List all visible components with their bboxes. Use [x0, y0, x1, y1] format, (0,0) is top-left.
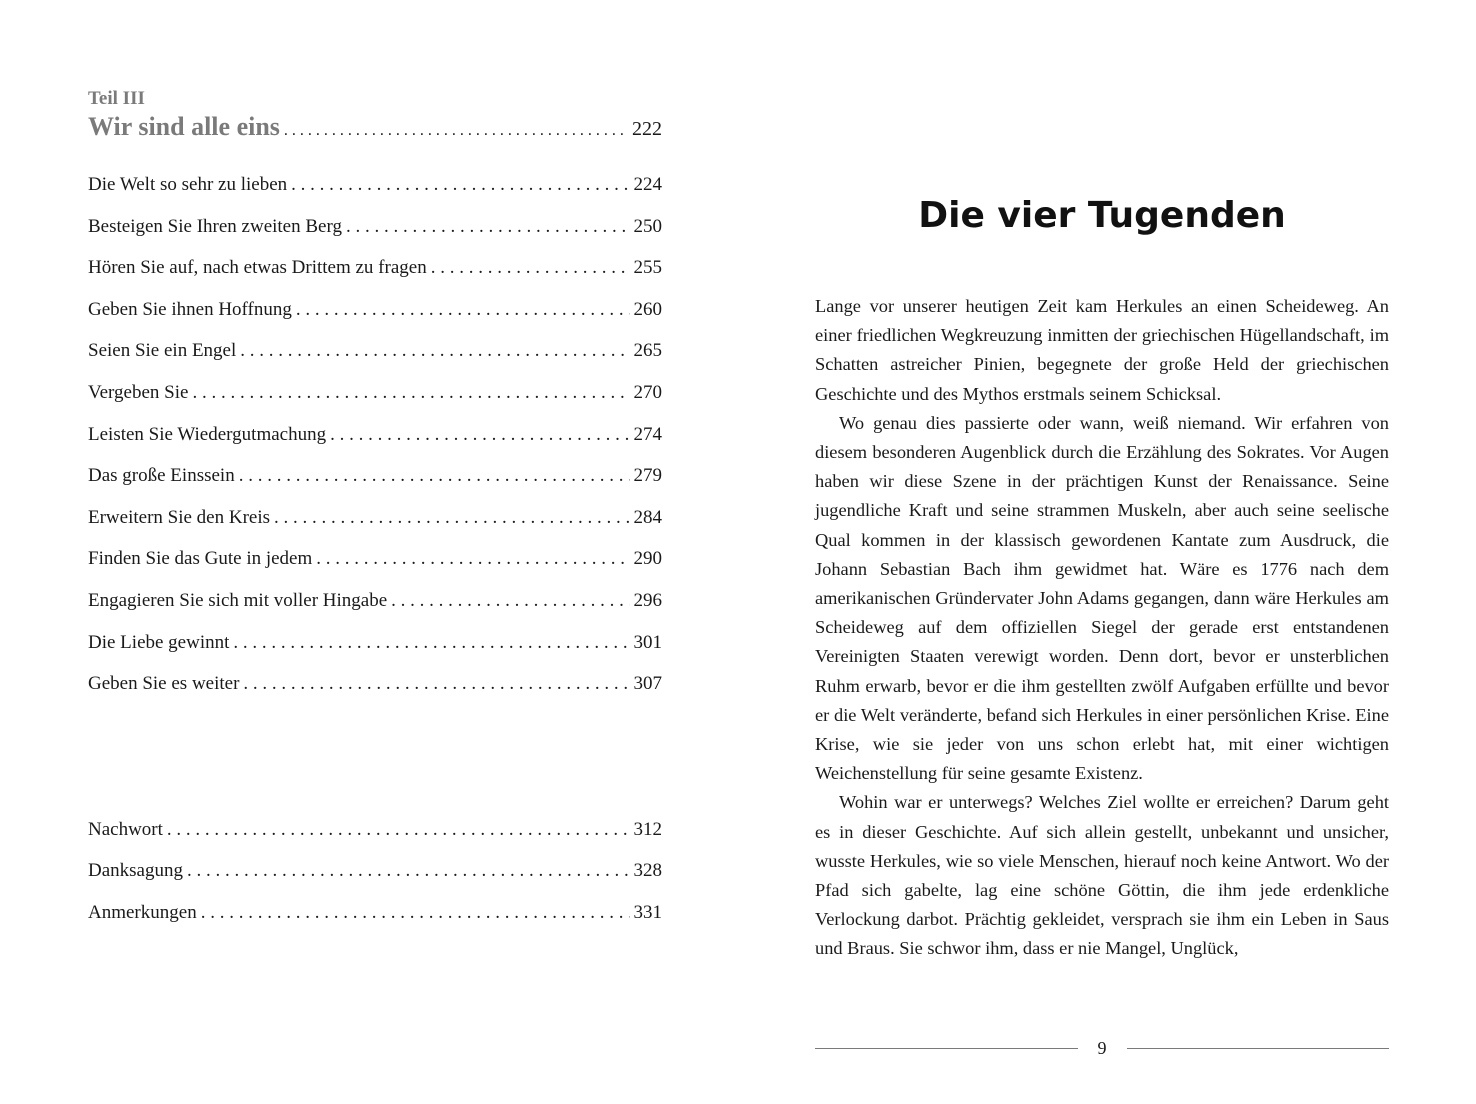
dot-leader [284, 122, 628, 140]
toc-entry[interactable] [88, 455, 662, 497]
toc-entry[interactable] [88, 538, 662, 580]
toc-entry-page: 224 [633, 174, 662, 195]
toc-entry[interactable] [88, 414, 662, 456]
toc-entry-page: 290 [633, 548, 662, 570]
dot-leader [233, 622, 629, 664]
dot-leader [243, 663, 629, 705]
chapter-title: Die vier Tugenden [918, 195, 1286, 236]
toc-entry-title: Seien Sie ein Engel [88, 340, 237, 362]
dot-leader [239, 455, 630, 497]
toc-entry-title: Die Liebe gewinnt [88, 631, 230, 653]
footer-rule-right [1127, 1048, 1390, 1049]
dot-leader [240, 330, 629, 372]
body-paragraph: Lange vor unserer heutigen Zeit kam Herkules an einen Scheideweg. An einer friedlichen Wegkreuzung inmitten der griechischen Hügellandschaft, im Schatten astreicher Pinien, begegnete der große Held der griechischen Geschichte und des Mythos erstmals seinem Schicksal. [815, 296, 1389, 404]
toc-entry-title: Die Welt so sehr zu lieben [88, 174, 288, 195]
toc-entry-title: Das große Einssein [88, 465, 235, 487]
toc-entry[interactable] [88, 580, 662, 622]
dot-leader [187, 850, 630, 892]
toc-entry-back-matter[interactable] [88, 850, 662, 892]
toc-entry-page: 274 [633, 423, 662, 445]
dot-leader [330, 414, 629, 456]
chapter-page [815, 188, 1389, 964]
toc-entry-page: 255 [633, 257, 662, 279]
dot-leader [296, 289, 630, 331]
toc-entry-page: 270 [633, 381, 662, 403]
dot-leader [316, 538, 629, 580]
page-number: 9 [1097, 1037, 1107, 1058]
toc-entry-title: Vergeben Sie [88, 381, 189, 403]
toc-entry[interactable] [88, 289, 662, 331]
chapter-body [815, 292, 1389, 964]
toc-entry-title: Erweitern Sie den Kreis [88, 506, 271, 528]
toc-entry[interactable] [88, 622, 662, 664]
toc-entry-title: Finden Sie das Gute in jedem [88, 548, 313, 570]
toc-entry-title: Hören Sie auf, nach etwas Drittem zu fragen [88, 257, 427, 279]
toc-entry-page: 307 [633, 673, 662, 695]
toc-entry-page: 301 [633, 631, 662, 653]
toc-entry-title: Nachwort [88, 818, 163, 840]
toc-entry[interactable] [88, 164, 662, 206]
toc-entry-back-matter[interactable] [88, 892, 662, 934]
toc-entry[interactable] [88, 372, 662, 414]
dot-leader [192, 372, 629, 414]
toc-back-matter-list [88, 809, 662, 934]
toc-entry[interactable] [88, 330, 662, 372]
dot-leader [274, 497, 629, 539]
footer-rule-left [815, 1048, 1078, 1049]
body-paragraph: Wo genau dies passierte oder wann, weiß niemand. Wir erfahren von diesem besonderen Augenblick durch die Erzählung des Sokrates. Vor Augen haben wir diese Szene in der prächtigen Kunst der Renaissance. Seine jugendliche Kraft und seine strammen Muskeln, aber auch seine seelische Qual kommen in der klassisch gewordenen Kantate zum Ausdruck, die Johann Sebastian Bach ihm gewidmet hat. Wäre es 1776 nach dem amerikanischen Gründervater John Adams gegangen, dann wäre Herkules am Scheideweg auf dem offiziellen Siegel der gerade erst entstandenen Vereinigten Staaten verewigt worden. Denn dort, bevor er unsterblichen Ruhm erwarb, bevor er die ihm gestellten zwölf Aufgaben erfüllte und bevor er die Welt veränderte, befand sich Herkules in einer persönlichen Krise. Eine Krise, wie sie jeder von uns schon erlebt hat, mit einer wichtigen Weichenstellung für seine gesamte Existenz. [815, 412, 1389, 784]
toc-entry-page: 250 [633, 215, 662, 237]
toc-chapter-list [88, 164, 662, 705]
toc-entry-page: 312 [633, 818, 662, 840]
part-title: Wir sind alle eins [88, 112, 280, 141]
toc-entry-back-matter[interactable] [88, 809, 662, 851]
toc-entry-title: Engagieren Sie sich mit voller Hingabe [88, 589, 388, 611]
dot-leader [391, 580, 629, 622]
dot-leader [291, 164, 629, 206]
toc-entry-title: Danksagung [88, 860, 183, 882]
toc-entry-title: Besteigen Sie Ihren zweiten Berg [88, 215, 342, 237]
toc-entry[interactable] [88, 206, 662, 248]
toc-entry-title: Anmerkungen [88, 901, 197, 923]
toc-entry-title: Geben Sie es weiter [88, 673, 240, 695]
page-footer [815, 1034, 1389, 1062]
part-page-number: 222 [632, 118, 662, 140]
toc-entry-title: Geben Sie ihnen Hoffnung [88, 298, 292, 320]
part-label: Teil III [88, 88, 145, 109]
toc-entry-page: 296 [633, 589, 662, 611]
dot-leader [167, 809, 630, 851]
toc-entry-title: Leisten Sie Wiedergutmachung [88, 423, 327, 445]
part-title-entry[interactable] [88, 112, 662, 150]
toc-entry[interactable] [88, 497, 662, 539]
toc-entry-page: 328 [633, 860, 662, 882]
dot-leader [201, 892, 630, 934]
toc-entry-page: 279 [633, 465, 662, 487]
dot-leader [346, 206, 630, 248]
dot-leader [431, 247, 630, 289]
toc-entry-page: 260 [633, 298, 662, 320]
toc-entry-page: 265 [633, 340, 662, 362]
body-paragraph: Wohin war er unterwegs? Welches Ziel wollte er erreichen? Darum geht es in dieser Geschichte. Auf sich allein gestellt, unbekannt und unsicher, wusste Herkules, wie so viele Menschen, hierauf noch keine Antwort. Wo der Pfad sich gabelte, lag eine schöne Göttin, die ihm jede erdenkliche Verlockung darbot. Prächtig gekleidet, versprach sie ihm ein Leben in Saus und Braus. Sie schwor ihm, dass er nie Mangel, Unglück, [815, 792, 1389, 959]
toc-entry-page: 331 [633, 901, 662, 923]
toc-entry-page: 284 [633, 506, 662, 528]
toc-entry[interactable] [88, 247, 662, 289]
toc-entry[interactable] [88, 663, 662, 705]
table-of-contents [88, 86, 662, 934]
